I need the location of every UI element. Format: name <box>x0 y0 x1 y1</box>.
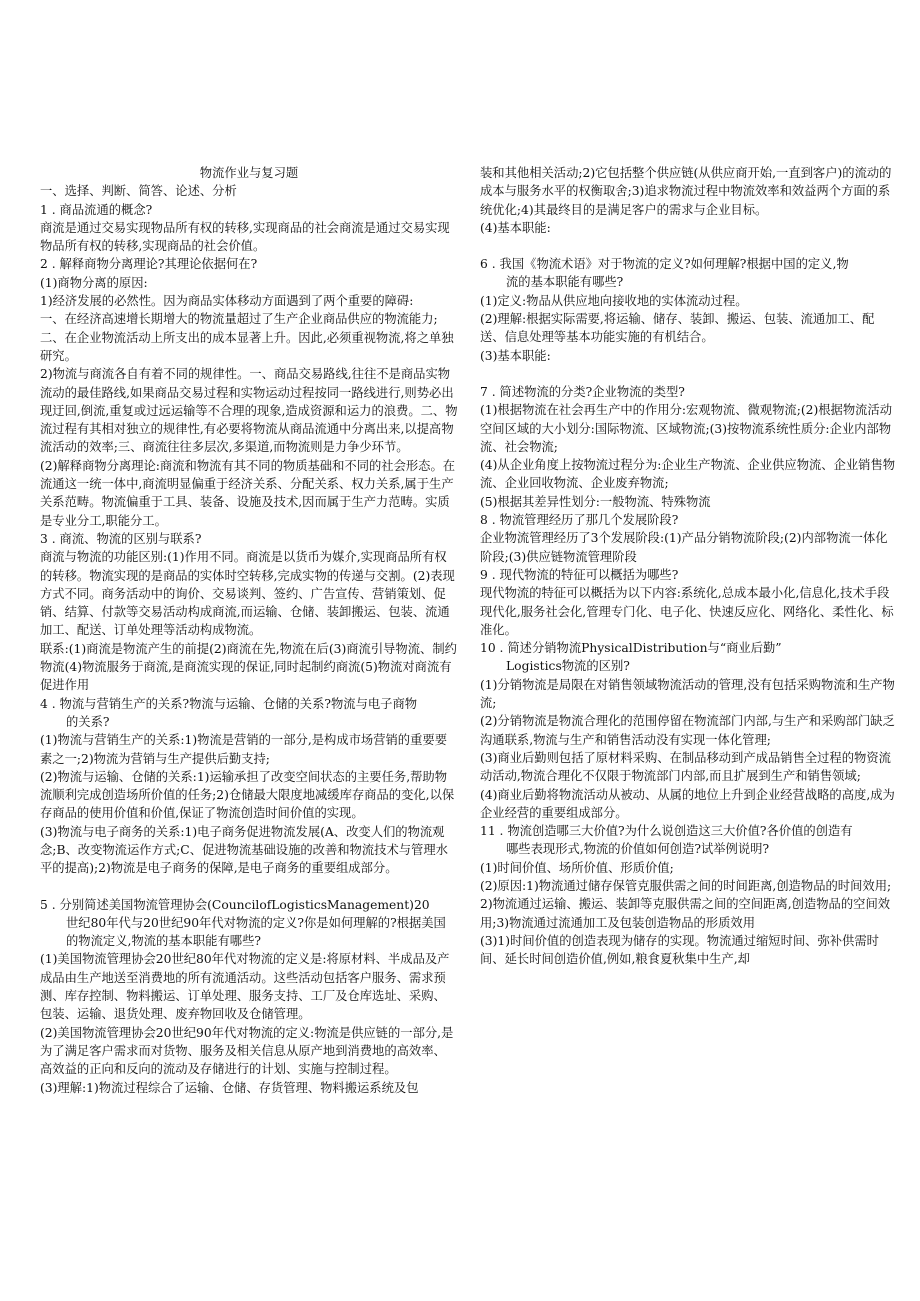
left-column <box>40 164 458 1097</box>
text-line: 11 . 物流创造哪三大价值?为什么说创造这三大价值?各价值的创造有 <box>480 824 853 839</box>
text-line: 物流作业与复习题 <box>199 166 299 180</box>
text-line: (4)商业后勤将物流活动从被动、从属的地位上升到企业经营战略的高度,成为企业经营的重要组成部分。 <box>480 787 895 820</box>
text-line: 流的基本职能有哪些? <box>506 275 624 290</box>
text-line: 企业物流管理经历了3个发展阶段:(1)产品分销物流阶段;(2)内部物流一体化阶段;(3)供应链物流管理阶段 <box>480 531 888 564</box>
text-line: (2)理解:根据实际需要,将运输、储存、装卸、搬运、包装、流通加工、配送、信息处理等基本功能实施的有机结合。 <box>480 312 875 345</box>
text-line: (3)1)时间价值的创造表现为储存的实现。物流通过缩短时间、弥补供需时间、延长时间创造价值,例如,粮食夏秋集中生产,却 <box>480 933 879 967</box>
text-line: 二、在企业物流活动上所支出的成本显著上升。因此,必须重视物流,将之单独研究。 <box>40 330 454 363</box>
text-line: 10 . 简述分销物流PhysicalDistribution与“商业后勤” <box>480 641 782 656</box>
text-line: (1)根据物流在社会再生产中的作用分:宏观物流、微观物流;(2)根据物流活动空间区域的大小划分:国际物流、区域物流;(3)按物流系统性质分:企业内部物流、社会物流; <box>480 403 893 454</box>
text-line: (2)分销物流是物流合理化的范围停留在物流部门内部,与生产和采购部门缺乏沟通联系,物流与生产和销售活动没有实现一体化管理; <box>480 714 895 747</box>
text-line: (1)定义:物品从供应地向接收地的实体流动过程。 <box>480 293 748 308</box>
text-line: (3)商业后勤则包括了原材料采购、在制品移动到产成品销售全过程的物资流动活动,物流合理化不仅限于物流部门内部,而且扩展到生产和销售领域; <box>480 750 891 784</box>
spacer <box>480 365 896 383</box>
text-line: (2)解释商物分离理论:商流和物流有其不同的物质基础和不同的社会形态。在流通这一统一体中,商流明显偏重于经济关系、分配关系、权力关系,属于生产关系范畴。物流偏重于工具、装备、设施及技术,因而属于生产力范畴。实质是专业分工,职能分工。 <box>40 458 456 528</box>
spacer <box>40 878 458 896</box>
text-line: 7 . 简述物流的分类?企业物流的类型? <box>480 384 685 399</box>
text-line: 哪些表现形式,物流的价值如何创造?试举例说明? <box>506 842 770 857</box>
right-column <box>480 164 896 968</box>
text-line: (4)基本职能: <box>480 220 551 235</box>
text-line: 商流是通过交易实现物品所有权的转移,实现商品的社会商流是通过交易实现物品所有权的转移,实现商品的社会价值。 <box>40 220 450 254</box>
text-line: 6 . 我国《物流术语》对于物流的定义?如何理解?根据中国的定义,物 <box>480 257 849 272</box>
text-line: 9 . 现代物流的特征可以概括为哪些? <box>480 567 679 582</box>
text-line: 5 . 分别简述美国物流管理协会(CouncilofLogisticsManagement)20 <box>40 897 430 912</box>
text-line: 现代物流的特征可以概括为以下内容:系统化,总成本最小化,信息化,技术手段现代化,服务社会化,管理专门化、电子化、快速反应化、网络化、柔性化、标准化。 <box>480 586 894 637</box>
text-line: (1)商物分离的原因: <box>40 275 148 290</box>
text-line: (1)时间价值、场所价值、形质价值; <box>480 860 674 875</box>
text-line: (3)基本职能: <box>480 348 551 363</box>
spacer <box>480 237 896 255</box>
text-line: 8 . 物流管理经历了那几个发展阶段? <box>480 513 679 528</box>
text-line: (3)理解:1)物流过程综合了运输、仓储、存货管理、物料搬运系统及包 <box>40 1080 419 1095</box>
text-line: 1 . 商品流通的概念? <box>40 202 153 217</box>
text-line: (1)物流与营销生产的关系:1)物流是营销的一部分,是构成市场营销的重要要素之一;2)物流为营销与生产提供后勤支持; <box>40 733 447 766</box>
text-line: 一、在经济高速增长期增大的物流量超过了生产企业商品供应的物流能力; <box>40 312 438 327</box>
text-line: (4)从企业角度上按物流过程分为:企业生产物流、企业供应物流、企业销售物流、企业回收物流、企业废弃物流; <box>480 458 896 491</box>
text-line: 装和其他相关活动;2)它包括整个供应链(从供应商开始,一直到客户)的流动的成本与服务水平的权衡取舍;3)追求物流过程中物流效率和效益两个方面的系统优化;4)其最终目的是满足客户的需求与企业目标。 <box>480 166 892 217</box>
text-line: 的关系? <box>66 714 110 729</box>
text-line: 一、选择、判断、简答、论述、分析 <box>40 184 237 199</box>
text-line: 世纪80年代与20世纪90年代对物流的定义?你是如何理解的?根据美国的物流定义,物流的基本职能有哪些? <box>66 915 446 949</box>
text-line: (5)根据其差异性划分:一般物流、特殊物流 <box>480 494 711 509</box>
text-line: Logistics物流的区别? <box>506 659 630 674</box>
text-line: (2)原因:1)物流通过储存保管克服供需之间的时间距离,创造物品的时间效用;2)物流通过运输、搬运、装卸等克服供需之间的空间距离,创造物品的空间效用;3)物流通过流通加工及包装创造物品的形质效用 <box>480 878 892 930</box>
text-line: (1)分销物流是局限在对销售领域物流活动的管理,没有包括采购物流和生产物流; <box>480 677 895 711</box>
text-line: 2 . 解释商物分离理论?其理论依据何在? <box>40 257 258 272</box>
text-line: (1)美国物流管理协会20世纪80年代对物流的定义是:将原材料、半成品及产成品由生产地送至消费地的所有流通活动。这些活动包括客户服务、需求预测、库存控制、物料搬运、订单处理、服务支持、工厂及仓库选址、采购、包装、运输、退货处理、废弃物回收及仓储管理。 <box>40 952 450 1022</box>
text-line: 3 . 商流、物流的区别与联系? <box>40 531 202 546</box>
text-line: 联系:(1)商流是物流产生的前提(2)商流在先,物流在后(3)商流引导物流、制约物流(4)物流服务于商流,是商流实现的保证,同时起制约商流(5)物流对商流有促进作用 <box>40 641 457 693</box>
text-line: 商流与物流的功能区别:(1)作用不同。商流是以货币为媒介,实现商品所有权的转移。物流实现的是商品的实体时空转移,完成实物的传递与交割。(2)表现方式不同。商务活动中的询价、交易谈判、签约、广告宣传、营销策划、促销、结算、付款等交易活动构成商流,而运输、仓储、装卸搬运、包装、流通加工、配送、订单处理等活动构成物流。 <box>40 550 455 638</box>
text-line: (2)美国物流管理协会20世纪90年代对物流的定义:物流是供应链的一部分,是为了满足客户需求而对货物、服务及相关信息从原产地到消费地的高效率、高效益的正向和反向的流动及存储进行的计划、实施与控制过程。 <box>40 1025 454 1077</box>
text-line: 1)经济发展的必然性。因为商品实体移动方面遇到了两个重要的障碍: <box>40 294 414 309</box>
text-line: 4 . 物流与营销生产的关系?物流与运输、仓储的关系?物流与电子商物 <box>40 696 418 711</box>
text-line: 2)物流与商流各自有着不同的规律性。一、商品交易路线,往往不是商品实物流动的最佳路线,如果商品交易过程和实物运动过程按同一路线进行,则势必出现迂回,倒流,重复或过远运输等不合理的现象,造成资源和运力的浪费。二、物流过程有其相对独立的规律性,有必要将物流从商品流通中分离出来,以提高物流活动的效率;三、商流往往多层次,多渠道,而物流则是力争少环节。 <box>40 367 458 455</box>
text-line: (2)物流与运输、仓储的关系:1)运输承担了改变空间状态的主要任务,帮助物流顺利完成创造场所价值的任务;2)仓储最大限度地减缓库存商品的变化,以保存商品的使用价值和价值,保证了物流创造时间价值的实现。 <box>40 769 455 821</box>
text-line: (3)物流与电子商务的关系:1)电子商务促进物流发展(A、改变人们的物流观念;B、改变物流运作方式;C、促进物流基础设施的改善和物流技术与管理水平的提高);2)物流是电子商务的保障,是电子商务的重要组成部分。 <box>40 824 448 876</box>
